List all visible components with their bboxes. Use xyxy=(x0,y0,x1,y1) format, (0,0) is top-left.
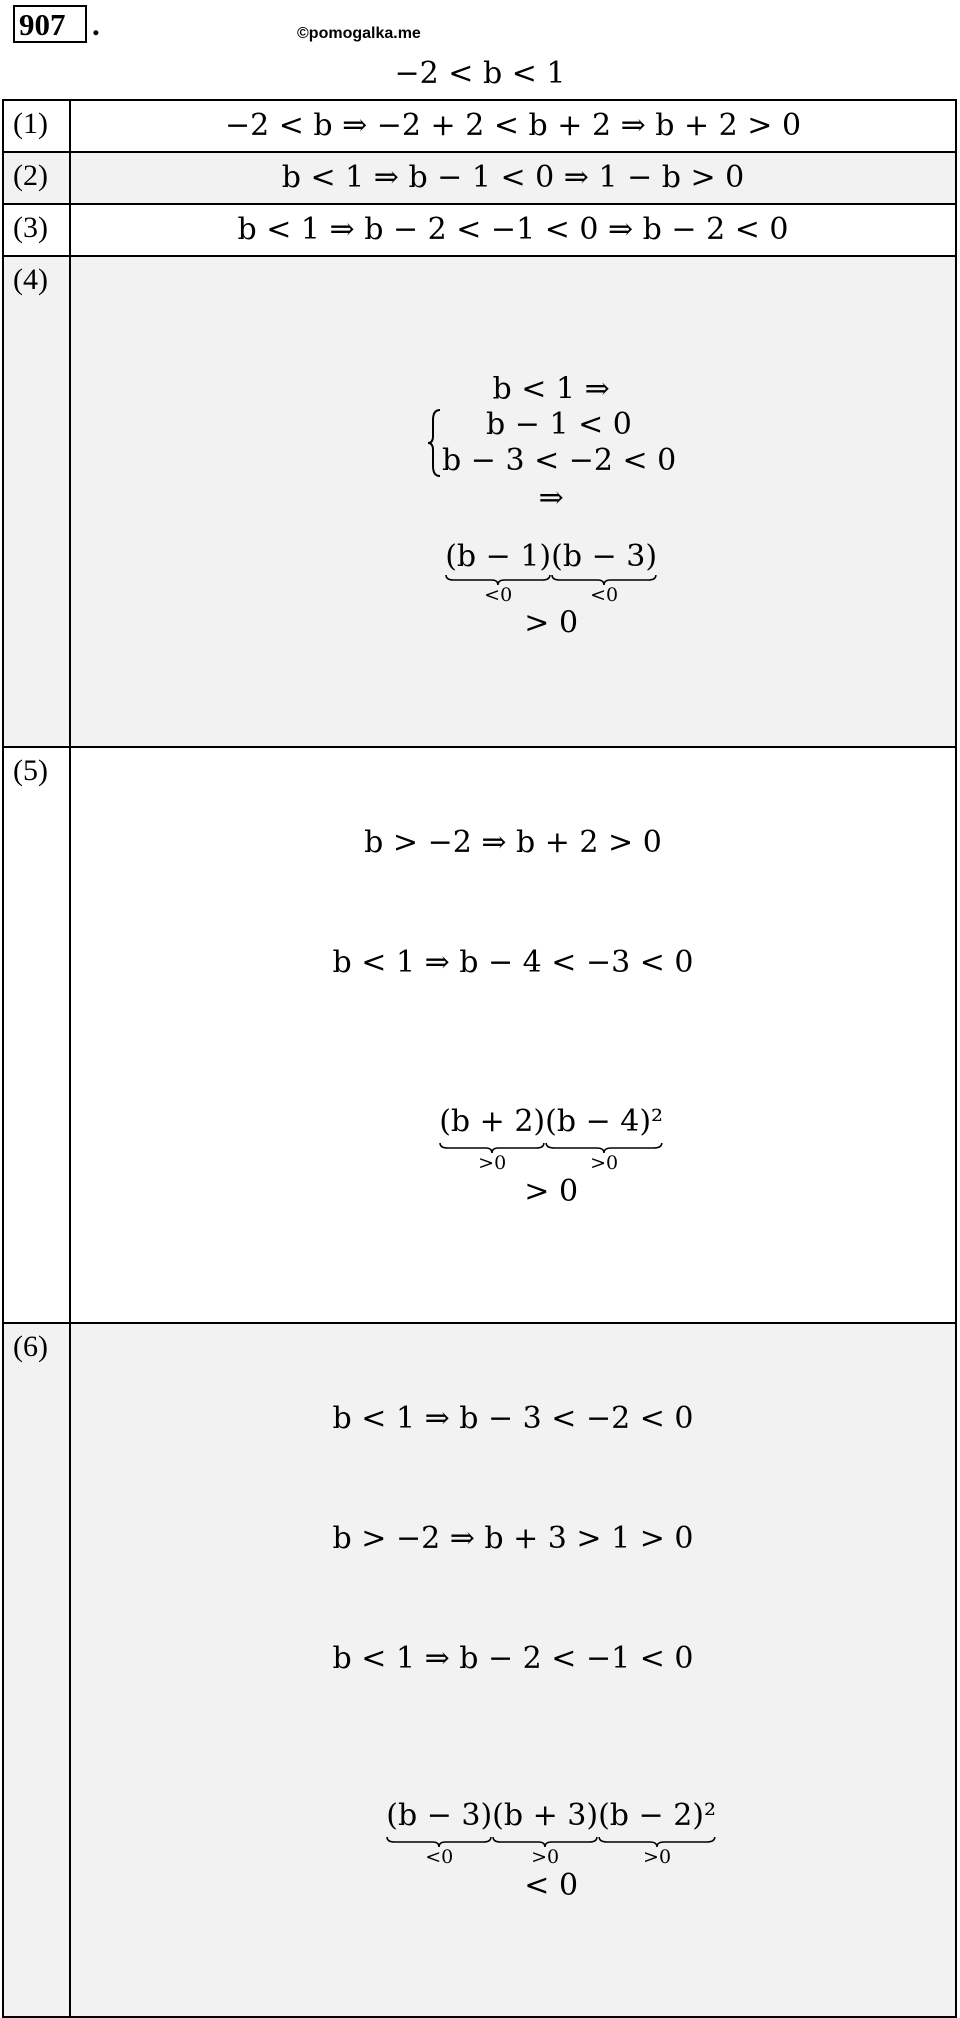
row-label: (4) xyxy=(3,256,70,747)
row-content xyxy=(70,100,956,152)
factor-sign: >0 xyxy=(643,1845,672,1868)
row-label: (1) xyxy=(3,100,70,152)
factor: (b − 3) xyxy=(551,539,658,574)
math-line: −2 < b ⇒ −2 + 2 < b + 2 ⇒ b + 2 > 0 xyxy=(224,108,802,143)
implies: ⇒ xyxy=(538,480,564,515)
table-row xyxy=(3,747,956,1323)
factor: (b − 3) xyxy=(386,1797,493,1833)
left-brace-icon xyxy=(426,408,442,478)
factor-sign: <0 xyxy=(425,1845,454,1868)
row-label: (2) xyxy=(3,152,70,204)
table-row xyxy=(3,256,956,747)
math-line xyxy=(71,1062,955,1252)
underbrace-factor xyxy=(598,1796,716,1866)
factor: (b + 2) xyxy=(439,1103,546,1139)
factor-sign: <0 xyxy=(484,584,513,606)
table-row xyxy=(3,152,956,204)
row-label: (6) xyxy=(3,1323,70,2017)
table-row xyxy=(3,1323,956,2017)
row-content xyxy=(70,204,956,256)
factor-sign: >0 xyxy=(590,1151,619,1174)
math-line: b < 1 ⇒ b − 2 < −1 < 0 ⇒ b − 2 < 0 xyxy=(237,212,789,247)
lead: b < 1 ⇒ xyxy=(492,371,610,407)
math-line: b < 1 ⇒ b − 2 < −1 < 0 xyxy=(332,1640,694,1676)
row-label: (5) xyxy=(3,747,70,1323)
tail: < 0 xyxy=(524,1867,579,1903)
math-line: b > −2 ⇒ b + 3 > 1 > 0 xyxy=(332,1520,694,1556)
underbrace-factor xyxy=(492,1796,598,1866)
tail: > 0 xyxy=(524,1173,579,1209)
system-line: b − 3 < −2 < 0 xyxy=(442,442,677,478)
solution-table xyxy=(2,99,957,2018)
factor: (b − 1) xyxy=(445,539,552,574)
system-line: b − 1 < 0 xyxy=(486,406,632,442)
tail: > 0 xyxy=(524,605,579,641)
problem-number-text: 907 xyxy=(19,7,66,42)
underbrace-factor xyxy=(386,1796,492,1866)
factor-sign: >0 xyxy=(478,1151,507,1174)
watermark: ©pomogalka.me xyxy=(297,25,421,42)
math-line: b < 1 ⇒ b − 1 < 0 ⇒ 1 − b > 0 xyxy=(281,160,745,195)
problem-number xyxy=(13,5,103,41)
factor: (b − 4)² xyxy=(545,1103,664,1139)
row-content xyxy=(70,747,956,1323)
math-line: b < 1 ⇒ b − 3 < −2 < 0 xyxy=(332,1400,694,1436)
factor-sign: <0 xyxy=(590,584,619,606)
factor: (b − 2)² xyxy=(598,1797,717,1833)
underbrace-factor xyxy=(439,1102,545,1172)
underbrace-factor xyxy=(545,1102,663,1172)
underbrace-factor xyxy=(445,539,551,604)
problem-number-dot: . xyxy=(92,7,100,42)
underbrace-factor xyxy=(551,539,657,604)
row-label: (3) xyxy=(3,204,70,256)
row-content xyxy=(70,152,956,204)
math-line xyxy=(71,335,955,676)
math-line: b > −2 ⇒ b + 2 > 0 xyxy=(364,824,662,860)
row-content xyxy=(70,1323,956,2017)
factor-sign: >0 xyxy=(531,1845,560,1868)
math-line xyxy=(71,1756,955,1946)
math-line: b < 1 ⇒ b − 4 < −3 < 0 xyxy=(332,944,694,980)
table-row xyxy=(3,100,956,152)
table-row xyxy=(3,204,956,256)
condition: −2 < b < 1 xyxy=(394,56,566,91)
factor: (b + 3) xyxy=(492,1797,599,1833)
system xyxy=(442,407,676,479)
row-content xyxy=(70,256,956,747)
